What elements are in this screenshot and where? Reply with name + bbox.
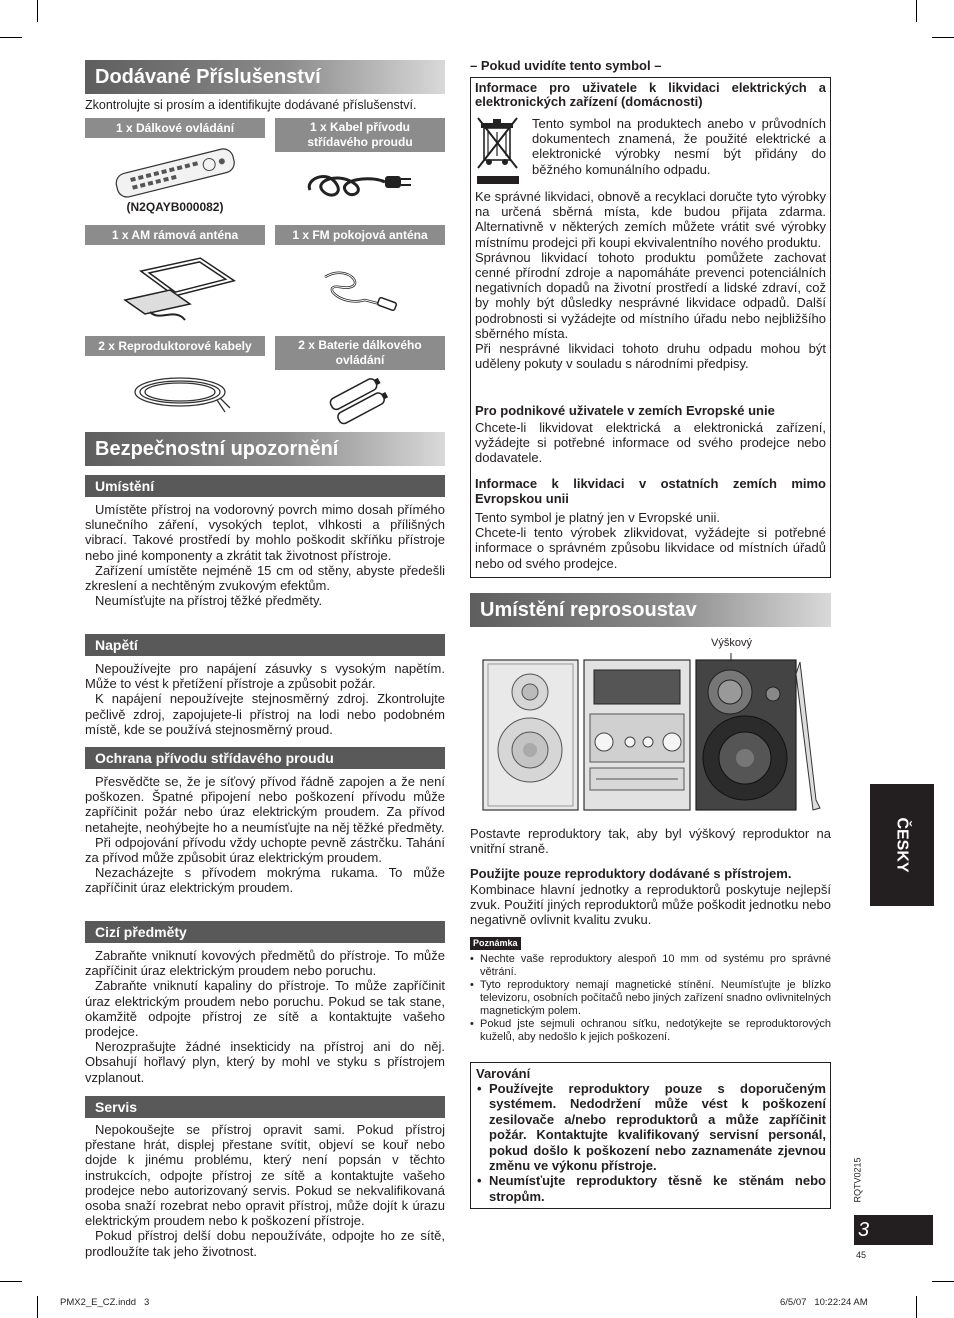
section-heading-placement: Umístění <box>85 475 445 497</box>
remote-model-number: (N2QAYB000082) <box>126 200 224 214</box>
footer-file: PMX2_E_CZ.indd 3 <box>60 1297 150 1308</box>
business-users-text: Chcete-li likvidovat elektrická a elektronická zařízení, vyžádejte si potřebné informace od svého prodejce nebo dodavatele. <box>475 420 826 466</box>
section-heading-ac-cord: Ochrana přívodu střídavého proudu <box>85 747 445 769</box>
page-sub-number: 45 <box>856 1250 867 1260</box>
warning-title: Varování <box>476 1066 531 1081</box>
speakers-only-title: Použijte pouze reproduktory dodávané s přístrojem. <box>470 866 792 881</box>
section-text-ac-cord: Přesvědčte se, že je síťový přívod řádně zapojen a že není poškozen. Špatné připojení nebo poškození přívodu může zapříčinit požár nebo úraz elektrickým proudem. Za přívod netahejte, neohýbejte ho a neumísťujte na něj těžké předměty. Při odpojování přívodu vždy uchopte pevně zástrčku. Tahání za přívod může způsobit úraz elektrickým proudem. Nezacházejte s přívodem mokrýma rukama. To může zapříčinit úraz elektrickým proudem. <box>85 774 445 896</box>
section-text-foreign-objects: Zabraňte vniknutí kovových předmětů do přístroje. To může zapříčinit úraz elektrickým proudem nebo poruchu. Zabraňte vniknutí kapaliny do přístroje. To může zapříčinit úraz elektrickým proudem nebo poruchu. Pokud se tak stane, okamžitě odpojte přístroj ze sítě a kontaktujte vašeho prodejce. Nerozprašujte žádné insekticidy na přístroj ani do něj. Obsahují hořlavý plyn, který by mohl ve styku s přístrojem vzplanout. <box>85 948 445 1085</box>
remote-control-image <box>110 145 240 200</box>
warning-item: • Používejte reproduktory pouze s doporučeným systémem. Nedodržení může vést k poškození zesilovače a/nebo reproduktorů a může zapříčinit požár. Kontaktujte kvalifikovaný servisní personál, pokud došlo k poškození nebo zaznamenáte zjevnou změnu ve výkonu přístroje. <box>475 1081 826 1173</box>
document-code: RQTV0215 <box>853 1157 863 1203</box>
page-number-bar: 3 <box>854 1215 933 1245</box>
am-antenna-image <box>115 252 240 327</box>
section-heading-service: Servis <box>85 1096 445 1118</box>
crossed-bin-icon <box>475 114 521 186</box>
business-users-title: Pro podnikové uživatele v zemích Evropské unie <box>475 403 775 418</box>
section-text-voltage: Nepoužívejte pro napájení zásuvky s vysokým napětím. Může to vést k přetížení přístroje a způsobit požár. K napájení nepoužívejte stejnosměrný zdroj. Zkontrolujte pečlivě zdroj, zapojujete-li přístroj na lodi nebo podobném místě, kde se používá stejnosměrný proud. <box>85 661 445 737</box>
speaker-cables-image <box>125 368 235 418</box>
footer-date: 6/5/07 10:22:24 AM <box>780 1297 868 1308</box>
tweeter-label: Výškový <box>711 637 752 649</box>
section-text-placement: Umístěte přístroj na vodorovný povrch mimo dosah přímého slunečního záření, vysokých teplot, vlhkosti a přílišných vibrací. Takové prostředí by mohlo poškodit skříňku přístroje nebo jiné komponenty a zkrátit tak životnost přístroje. Zařízení umístěte nejméně 15 cm od stěny, abyste předešli zkreslení a nechtěným zvukovým efektům. Neumísťujte na přístroj těžké předměty. <box>85 502 445 609</box>
accessory-label-remote: 1 x Dálkové ovládání <box>85 118 265 138</box>
note-item: • Pokud jste sejmuli ochranou síťku, nedotýkejte se reproduktorových kuželů, aby nedošlo k jejich poškození. <box>470 1018 831 1044</box>
note-badge: Poznámka <box>470 937 521 950</box>
section-heading-voltage: Napětí <box>85 634 445 656</box>
warning-list <box>475 1081 826 1204</box>
speakers-heading: Umístění reprosoustav <box>470 593 831 627</box>
non-eu-text: Tento symbol je platný jen v Evropské unii. Chcete-li tento výrobek zlikvidovat, vyžádejte si potřebné informace o správném způsobu likvidace od místních úřadů nebo od svého prodejce. <box>475 510 826 571</box>
safety-heading: Bezpečnostní upozornění <box>85 432 445 466</box>
warning-item: • Neumísťujte reproduktory těsně ke stěnám nebo stropům. <box>475 1173 826 1204</box>
non-eu-title: Informace k likvidaci v ostatních zemích mimo Evropskou unii <box>475 476 826 507</box>
symbol-caption: – Pokud uvidíte tento symbol – <box>470 58 662 73</box>
ac-cord-image <box>300 160 420 205</box>
accessory-label-am-antenna: 1 x AM rámová anténa <box>85 225 265 245</box>
disposal-info-box <box>470 77 831 578</box>
language-tab: ČESKY <box>870 784 934 906</box>
symbol-description: Tento symbol na produktech anebo v průvodních dokumentech znamená, že použité elektrické a elektronické výrobky nesmí být přidány do běžného komunálního odpadu. <box>532 116 826 177</box>
speaker-system-illustration <box>480 650 830 815</box>
note-item: • Nechte vaše reproduktory alespoň 10 mm od systému pro správné větrání. <box>470 953 831 979</box>
accessory-label-ac-cord: 1 x Kabel přívodu střídavého proudu <box>275 118 445 152</box>
batteries-image <box>325 378 395 426</box>
accessory-label-fm-antenna: 1 x FM pokojová anténa <box>275 225 445 245</box>
speaker-placement-text: Postavte reproduktory tak, aby byl výškový reproduktor na vnitřní straně. <box>470 826 831 857</box>
accessories-heading: Dodávané Příslušenství <box>85 60 445 94</box>
accessory-label-speaker-cables: 2 x Reproduktorové kabely <box>85 336 265 356</box>
accessory-label-batteries: 2 x Baterie dálkového ovládání <box>275 336 445 370</box>
fm-antenna-image <box>310 262 410 322</box>
speakers-only-text: Kombinace hlavní jednotky a reproduktorů poskytuje nejlepší zvuk. Použití jiných reproduktorů může poškodit jednotku nebo negativně ovlivnit kvalitu zvuku. <box>470 882 831 928</box>
accessories-intro: Zkontrolujte si prosím a identifikujte dodávané příslušenství. <box>85 98 417 112</box>
section-heading-foreign-objects: Cizí předměty <box>85 921 445 943</box>
disposal-paragraphs: Ke správné likvidaci, obnově a recyklaci doručte tyto výrobky na určená sběrná místa, kde budou přijata zdarma. Alternativně v některých zemích můžete vrátit své výrobky místnímu prodejci při koupi ekvivalentního nového produktu. Správnou likvidací tohoto produktu pomůžete zachovat cenné přírodní zdroje a napomáháte prevenci potenciálních negativních dopadů na životní prostředí a lidské zdraví, což by mohly být důsledky nesprávné likvidace odpadů. Další podrobnosti si vyžádejte od místního úřadu nebo nejbližšího sběrného místa. Při nesprávné likvidaci tohoto druhu odpadu mohou být uděleny pokuty v souladu s národními předpisy. <box>475 189 826 372</box>
speaker-notes <box>470 953 831 1044</box>
section-text-service: Nepokoušejte se přístroj opravit sami. Pokud přístroj přestane hrát, displej přestane svítit, objeví se kouř nebo dojde k jinému problému, který není popsán v těchto instrukcích, odpojte přístroj ze sítě a kontaktujte vašeho prodejce nebo autorizovaný servis. Pokud se nekvalifikovaná osoba snaží rozebrat nebo opravit přístroj, může dojít k úrazu elektrickým proudem nebo k poškození přístroje. Pokud přístroj delší dobu nepoužíváte, odpojte ho ze sítě, prodloužíte tak jeho životnost. <box>85 1122 445 1259</box>
note-item: • Tyto reproduktory nemají magnetické stínění. Neumísťujte je blízko televizoru, osobních počítačů nebo jiných zařízení snadno ovlivnitelných magnetickým polem. <box>470 979 831 1018</box>
warning-box <box>470 1062 831 1209</box>
disposal-title: Informace pro uživatele k likvidaci elektrických a elektronických zařízení (domácnosti) <box>475 80 826 109</box>
